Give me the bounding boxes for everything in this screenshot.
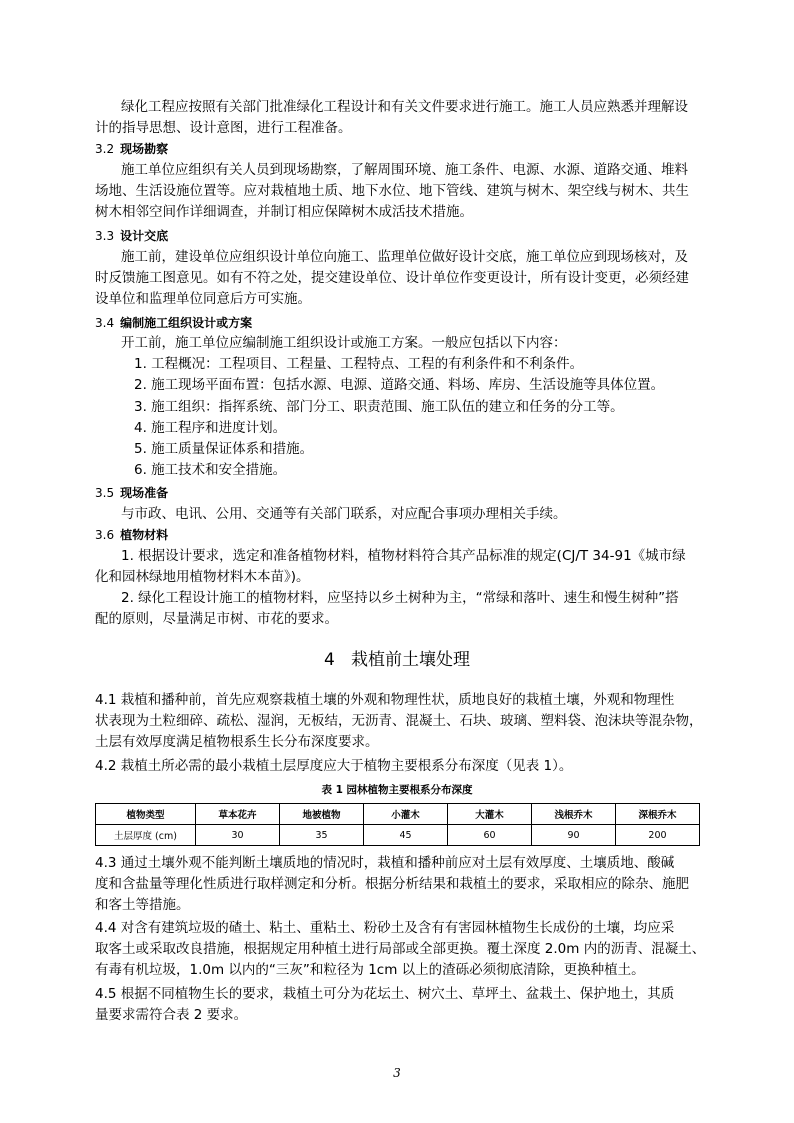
chapter-title: 栽植前土壤处理 xyxy=(351,650,471,670)
table-cell: 90 xyxy=(532,825,616,846)
section-title: 编制施工组织设计或方案 xyxy=(120,316,253,330)
table-cell: 30 xyxy=(196,825,280,846)
list-item: 1. 工程概况：工程项目、工程量、工程特点、工程的有利条件和不利条件。 xyxy=(134,356,584,372)
chapter-number: 4 xyxy=(323,650,335,670)
paragraph-line: 度和含盐量等理化性质进行取样测定和分析。根据分析结果和栽植土的要求，采取相应的除杂、施肥 xyxy=(95,876,689,892)
table-cell: 45 xyxy=(364,825,448,846)
list-item: 2. 施工现场平面布置：包括水源、电源、道路交通、料场、库房、生活设施等具体位置。 xyxy=(134,377,665,393)
paragraph-line: 化和园林绿地用植物材料木本苗》)。 xyxy=(95,569,310,585)
section-number: 3.3 xyxy=(95,229,115,243)
section-heading-3-5 xyxy=(95,483,705,503)
section-title: 设计交底 xyxy=(120,229,169,243)
paragraph-line: 土层有效厚度满足植物根系生长分布深度要求。 xyxy=(95,734,379,750)
table-cell: 35 xyxy=(280,825,364,846)
paragraph-line: 与市政、电讯、公用、交通等有关部门联系，对应配合事项办理相关手续。 xyxy=(121,506,567,522)
paragraph-line: 取客土或采取改良措施，根据规定用种植土进行局部或全部更换。覆土深度 2.0m 内的沥青、混凝土、 xyxy=(95,941,706,957)
list-item: 5. 施工质量保证体系和措施。 xyxy=(134,441,314,457)
paragraph-line: 4.4 对含有建筑垃圾的碴土、粘土、重粘土、粉砂土及含有有害园林植物生长成份的土壤，均应采 xyxy=(95,920,675,936)
paragraph-line: 计的指导思想、设计意图，进行工程准备。 xyxy=(95,120,352,136)
paragraph-line: 4.2 栽植土所必需的最小栽植土层厚度应大于植物主要根系分布深度（见表 1）。 xyxy=(95,758,573,774)
section-number: 3.2 xyxy=(95,142,115,156)
chapter-heading xyxy=(0,648,794,672)
list-item: 3. 施工组织：指挥系统、部门分工、职责范围、施工队伍的建立和任务的分工等。 xyxy=(134,399,624,415)
section-heading-3-2 xyxy=(95,139,705,159)
paragraph-line: 量要求需符合表 2 要求。 xyxy=(95,1007,248,1023)
table-header-cell: 小灌木 xyxy=(364,804,448,825)
table-header-cell: 大灌木 xyxy=(448,804,532,825)
paragraph-line: 场地、生活设施位置等。应对栽植地土质、地下水位、地下管线、建筑与树木、架空线与树木、共生 xyxy=(95,183,689,199)
table-header-cell: 草本花卉 xyxy=(196,804,280,825)
section-title: 现场准备 xyxy=(120,486,169,500)
section-number: 3.6 xyxy=(95,528,115,542)
paragraph-line: 4.3 通过土壤外观不能判断土壤质地的情况时，栽植和播种前应对土层有效厚度、土壤质地、酸碱 xyxy=(95,855,675,871)
section-number: 3.5 xyxy=(95,486,115,500)
paragraph-line: 树木相邻空间作详细调查，并制订相应保障树木成活技术措施。 xyxy=(95,204,473,220)
paragraph-line: 和客土等措施。 xyxy=(95,897,190,913)
table-header-cell: 深根乔木 xyxy=(616,804,700,825)
page-number: 3 xyxy=(393,1066,401,1080)
table-row xyxy=(96,825,700,846)
paragraph-line: 开工前，施工单位应编制施工组织设计或施工方案。一般应包括以下内容： xyxy=(121,335,567,351)
paragraph-line: 施工前，建设单位应组织设计单位向施工、监理单位做好设计交底，施工单位应到现场核对，及 xyxy=(121,249,688,265)
paragraph-line: 状表现为土粒细碎、疏松、湿润，无板结，无沥青、混凝土、石块、玻璃、塑料袋、泡沫块等混杂物， xyxy=(95,713,703,729)
paragraph-line: 2. 绿化工程设计施工的植物材料，应坚持以乡土树种为主，“常绿和落叶、速生和慢生树种”搭 xyxy=(121,590,679,606)
section-number: 3.4 xyxy=(95,316,115,330)
paragraph-line: 1. 根据设计要求，选定和准备植物材料，植物材料符合其产品标准的规定(CJ/T 34-91《城市绿 xyxy=(121,548,686,564)
paragraph-line: 施工单位应组织有关人员到现场勘察，了解周围环境、施工条件、电源、水源、道路交通、堆料 xyxy=(121,162,688,178)
paragraph-line: 时反馈施工图意见。如有不符之处，提交建设单位、设计单位作变更设计，所有设计变更，必须经建 xyxy=(95,270,689,286)
section-title: 现场勘察 xyxy=(120,142,169,156)
table-cell: 60 xyxy=(448,825,532,846)
paragraph-line: 绿化工程应按照有关部门批准绿化工程设计和有关文件要求进行施工。施工人员应熟悉并理解设 xyxy=(121,99,688,115)
table-header-cell: 植物类型 xyxy=(96,804,196,825)
table-row-label: 土层厚度 (cm) xyxy=(96,825,196,846)
paragraph-line: 有毒有机垃圾，1.0m 以内的“三灰”和粒径为 1cm 以上的渣砾必须彻底清除，更换种植土。 xyxy=(95,962,645,978)
paragraph-line: 设单位和监理单位同意后方可实施。 xyxy=(95,291,311,307)
table-header-cell: 浅根乔木 xyxy=(532,804,616,825)
paragraph-line: 4.5 根据不同植物生长的要求，栽植土可分为花坛土、树穴土、草坪土、盆栽土、保护地土，其质 xyxy=(95,986,675,1002)
list-item: 4. 施工程序和进度计划。 xyxy=(134,420,287,436)
section-heading-3-4 xyxy=(95,313,705,333)
section-heading-3-6 xyxy=(95,525,705,545)
paragraph-line: 4.1 栽植和播种前，首先应观察栽植土壤的外观和物理性状，质地良好的栽植土壤，外观和物理性 xyxy=(95,692,675,708)
paragraph-line: 配的原则，尽量满足市树、市花的要求。 xyxy=(95,611,338,627)
table-header-cell: 地被植物 xyxy=(280,804,364,825)
table-cell: 200 xyxy=(616,825,700,846)
section-title: 植物材料 xyxy=(120,528,169,542)
section-heading-3-3 xyxy=(95,226,705,246)
root-depth-table xyxy=(95,803,700,846)
table-header-row xyxy=(96,804,700,825)
table-caption: 表 1 园林植物主要根系分布深度 xyxy=(321,784,473,796)
list-item: 6. 施工技术和安全措施。 xyxy=(134,462,287,478)
